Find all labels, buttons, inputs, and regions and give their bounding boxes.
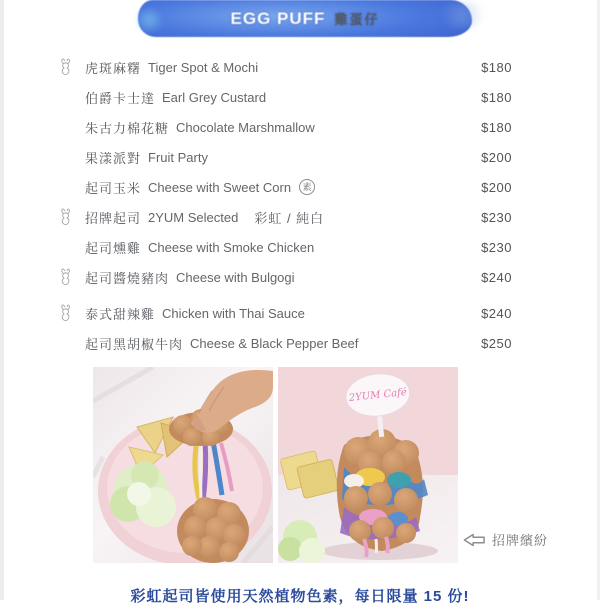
- left-edge-artifact: [0, 0, 4, 600]
- item-options: 彩虹 / 純白: [254, 210, 325, 226]
- item-name-zh: 起司醬燒豬肉: [85, 270, 170, 286]
- item-name-zh: 起司燻雞: [85, 240, 142, 256]
- item-name-zh: 招牌起司: [85, 210, 142, 226]
- item-price: $180: [481, 119, 512, 135]
- page-title-zh: 雞蛋仔: [334, 11, 380, 27]
- item-name-zh: 果漾派對: [85, 150, 142, 166]
- item-price: $250: [481, 335, 512, 351]
- shop-sign-label: 2YUM Café: [348, 387, 408, 405]
- item-name-zh: 朱古力棉花糖: [85, 120, 170, 136]
- page-title: [231, 9, 380, 29]
- item-name-en: Cheese & Black Pepper Beef: [190, 335, 359, 351]
- item-price: $200: [481, 179, 512, 195]
- menu-item-row: [58, 142, 512, 172]
- item-name-en: Chicken with Thai Sauce: [162, 305, 305, 321]
- menu-item-row: [58, 328, 512, 358]
- menu-item-row: [58, 232, 512, 262]
- item-price: $230: [481, 239, 512, 255]
- arrow-left-icon: [463, 533, 485, 547]
- item-name-en: Earl Grey Custard: [162, 89, 267, 105]
- item-price: $180: [481, 59, 512, 75]
- rabbit-icon: [58, 58, 85, 77]
- item-name-zh: 起司玉米: [85, 180, 142, 196]
- item-price: $200: [481, 149, 512, 165]
- signature-caption: [463, 530, 548, 549]
- veg-badge: 素: [299, 179, 315, 195]
- menu-item-row: [58, 52, 512, 82]
- item-name-en: Cheese with Smoke Chicken: [148, 239, 315, 255]
- item-price: $230: [481, 209, 512, 225]
- item-price: $180: [481, 89, 512, 105]
- item-name-zh: 起司黑胡椒牛肉: [85, 336, 184, 352]
- menu-item-row: [58, 172, 512, 202]
- item-name-en: Fruit Party: [148, 149, 208, 165]
- rabbit-icon: [58, 304, 85, 323]
- menu-list: [58, 52, 512, 358]
- photo-left-egg-puff-plate: [93, 367, 273, 563]
- item-name-en: Cheese with Sweet Corn: [148, 179, 292, 195]
- item-name-zh: 伯爵卡士達: [85, 90, 156, 106]
- photo-strip: [93, 367, 458, 563]
- rabbit-icon: [58, 208, 85, 227]
- item-name-en: Cheese with Bulgogi: [176, 269, 295, 285]
- menu-item-row: [58, 112, 512, 142]
- item-name-en: Tiger Spot & Mochi: [148, 59, 259, 75]
- footnote: 彩虹起司皆使用天然植物色素，每日限量 15 份!: [130, 588, 470, 605]
- item-name-zh: 虎斑麻糬: [85, 60, 142, 76]
- item-price: $240: [481, 269, 512, 285]
- item-name-en: 2YUM Selected: [148, 209, 239, 225]
- item-name-zh: 泰式甜辣雞: [85, 306, 156, 322]
- item-name-en: Chocolate Marshmallow: [176, 119, 315, 135]
- header-watercolor-band: [138, 0, 472, 37]
- item-price: $240: [481, 305, 512, 321]
- page-title-en: EGG PUFF: [230, 8, 326, 28]
- menu-item-row: [58, 202, 512, 232]
- photo-right-rainbow-stack: [278, 367, 458, 563]
- menu-item-row: [58, 82, 512, 112]
- signature-caption-label: 招牌繽紛: [492, 533, 549, 548]
- rabbit-icon: [58, 268, 85, 287]
- menu-item-row: [58, 262, 512, 292]
- menu-item-row: [58, 298, 512, 328]
